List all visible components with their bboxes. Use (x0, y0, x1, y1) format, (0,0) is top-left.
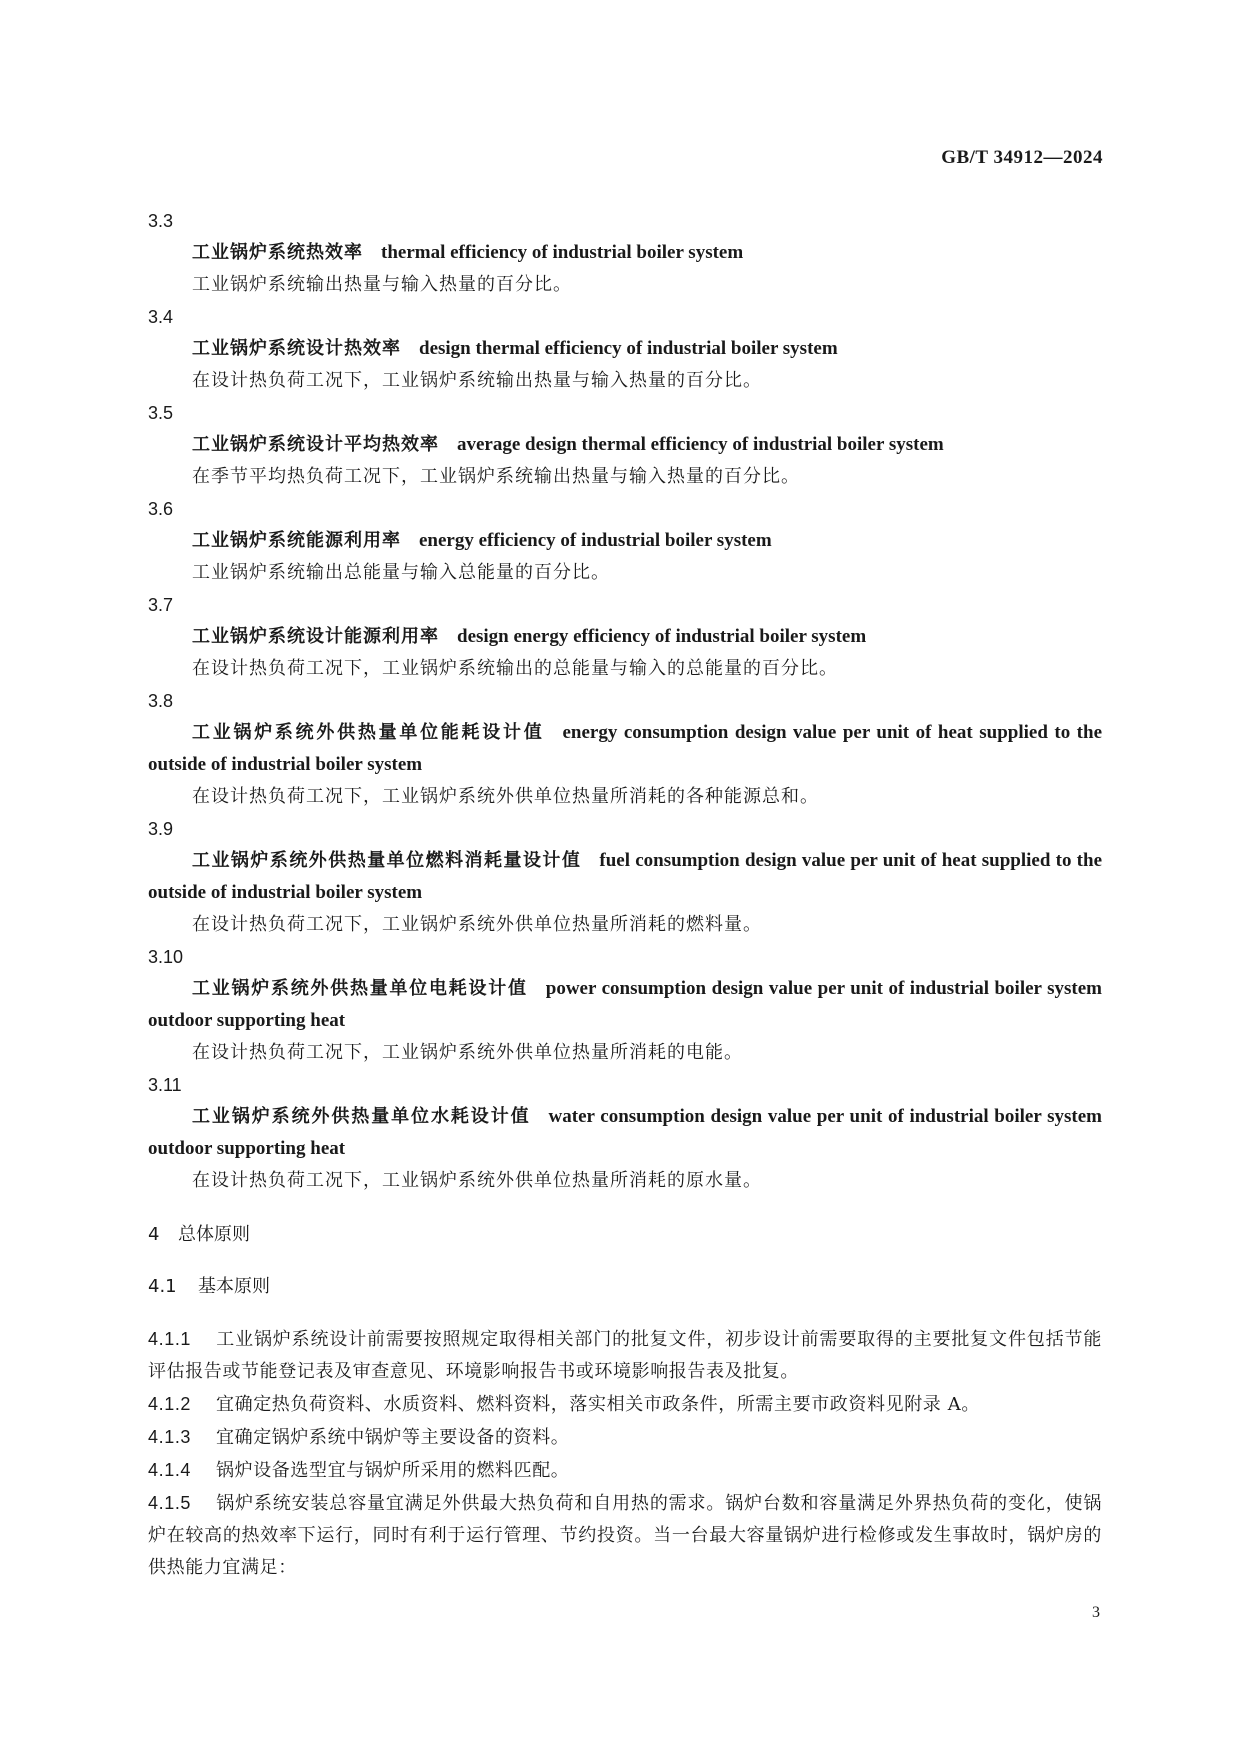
clause-text: 宜确定热负荷资料、水质资料、燃料资料，落实相关市政条件，所需主要市政资料见附录 A。 (216, 1394, 980, 1415)
term-title (148, 333, 1102, 365)
term-entry (148, 813, 1102, 941)
clause-number: 4.1.2 (148, 1394, 192, 1414)
term-definition: 在设计热负荷工况下，工业锅炉系统输出热量与输入热量的百分比。 (192, 370, 762, 391)
term-number: 3.6 (148, 499, 174, 519)
term-entry (148, 493, 1102, 589)
term-zh: 工业锅炉系统热效率 (192, 242, 363, 263)
term-entry (148, 589, 1102, 685)
clause (148, 1421, 1102, 1454)
term-en: power consumption design value per unit of industrial boiler system outdoor supporting heat (148, 978, 1102, 1031)
term-definition: 工业锅炉系统输出热量与输入热量的百分比。 (192, 274, 572, 295)
clause-number: 4.1.4 (148, 1460, 192, 1480)
clause-number: 4.1.5 (148, 1493, 192, 1513)
term-entry (148, 397, 1102, 493)
term-number: 3.3 (148, 211, 174, 231)
term-zh: 工业锅炉系统设计平均热效率 (192, 434, 439, 455)
term-title (148, 717, 1102, 781)
subsection-heading (148, 1271, 1102, 1303)
term-title (148, 1101, 1102, 1165)
term-definition: 在设计热负荷工况下，工业锅炉系统输出的总能量与输入的总能量的百分比。 (192, 658, 838, 679)
section-title: 总体原则 (178, 1224, 250, 1245)
term-zh: 工业锅炉系统外供热量单位电耗设计值 (192, 978, 528, 999)
term-en: average design thermal efficiency of industrial boiler system (457, 434, 944, 455)
clause-number: 4.1.1 (148, 1329, 192, 1349)
term-zh: 工业锅炉系统能源利用率 (192, 530, 401, 551)
term-zh: 工业锅炉系统外供热量单位能耗设计值 (192, 722, 545, 743)
content (148, 205, 1102, 1584)
term-definition: 在设计热负荷工况下，工业锅炉系统外供单位热量所消耗的燃料量。 (192, 914, 762, 935)
subsection-number: 4.1 (148, 1276, 177, 1297)
clause (148, 1487, 1102, 1584)
term-definition: 在设计热负荷工况下，工业锅炉系统外供单位热量所消耗的电能。 (192, 1042, 743, 1063)
clause-text: 锅炉设备选型宜与锅炉所采用的燃料匹配。 (216, 1460, 570, 1481)
term-en: thermal efficiency of industrial boiler system (381, 242, 744, 263)
clause (148, 1323, 1102, 1388)
term-title (148, 525, 1102, 557)
term-title (148, 237, 1102, 269)
term-number: 3.5 (148, 403, 174, 423)
term-number: 3.7 (148, 595, 174, 615)
clause (148, 1454, 1102, 1487)
term-en: water consumption design value per unit of industrial boiler system outdoor supporting heat (148, 1106, 1102, 1159)
term-number: 3.11 (148, 1075, 182, 1095)
term-en: energy efficiency of industrial boiler system (419, 530, 772, 551)
term-title (148, 429, 1102, 461)
term-en: energy consumption design value per unit of heat supplied to the outside of industrial boiler system (148, 722, 1103, 775)
clause-number: 4.1.3 (148, 1427, 192, 1447)
standard-code: GB/T 34912—2024 (941, 147, 1103, 168)
term-entry (148, 685, 1102, 813)
term-zh: 工业锅炉系统外供热量单位水耗设计值 (192, 1106, 531, 1127)
clause-text: 宜确定锅炉系统中锅炉等主要设备的资料。 (216, 1427, 570, 1448)
term-entry (148, 1069, 1102, 1197)
term-entry (148, 301, 1102, 397)
clause-text: 工业锅炉系统设计前需要按照规定取得相关部门的批复文件，初步设计前需要取得的主要批复文件包括节能评估报告或节能登记表及审查意见、环境影响报告书或环境影响报告表及批复。 (148, 1329, 1102, 1382)
term-definition: 在设计热负荷工况下，工业锅炉系统外供单位热量所消耗的原水量。 (192, 1170, 762, 1191)
term-definition: 工业锅炉系统输出总能量与输入总能量的百分比。 (192, 562, 610, 583)
clause-text: 锅炉系统安装总容量宜满足外供最大热负荷和自用热的需求。锅炉台数和容量满足外界热负荷的变化，使锅炉在较高的热效率下运行，同时有利于运行管理、节约投资。当一台最大容量锅炉进行检修或发生事故时，锅炉房的供热能力宜满足： (148, 1493, 1102, 1578)
term-en: fuel consumption design value per unit of heat supplied to the outside of industrial boiler system (148, 850, 1103, 903)
term-zh: 工业锅炉系统设计能源利用率 (192, 626, 439, 647)
term-number: 3.9 (148, 819, 174, 839)
subsection-title: 基本原则 (198, 1276, 270, 1297)
section-heading (148, 1219, 1102, 1251)
term-entry (148, 941, 1102, 1069)
term-definition: 在季节平均热负荷工况下，工业锅炉系统输出热量与输入热量的百分比。 (192, 466, 800, 487)
section-number: 4 (148, 1224, 160, 1245)
term-entry (148, 205, 1102, 301)
term-title (148, 621, 1102, 653)
term-title (148, 845, 1102, 909)
term-number: 3.4 (148, 307, 174, 327)
term-number: 3.8 (148, 691, 174, 711)
term-zh: 工业锅炉系统设计热效率 (192, 338, 401, 359)
term-title (148, 973, 1102, 1037)
term-en: design energy efficiency of industrial boiler system (457, 626, 867, 647)
term-definition: 在设计热负荷工况下，工业锅炉系统外供单位热量所消耗的各种能源总和。 (192, 786, 819, 807)
page-number: 3 (1092, 1604, 1100, 1621)
clause (148, 1388, 1102, 1421)
term-number: 3.10 (148, 947, 184, 967)
term-en: design thermal efficiency of industrial boiler system (419, 338, 838, 359)
term-zh: 工业锅炉系统外供热量单位燃料消耗量设计值 (192, 850, 582, 871)
